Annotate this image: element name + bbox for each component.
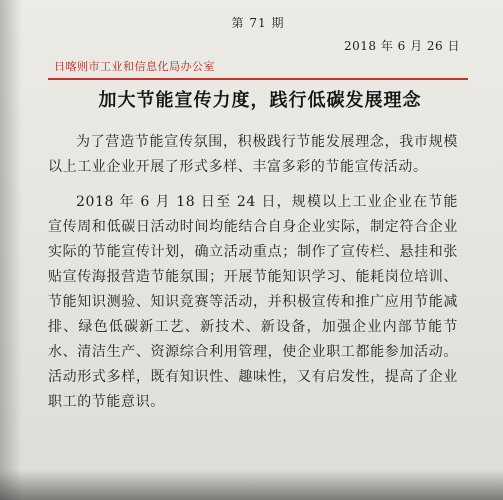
page-bottom-shadow xyxy=(0,470,503,500)
article-title: 加大节能宣传力度，践行低碳发展理念 xyxy=(98,90,422,111)
red-divider-line xyxy=(48,78,468,80)
paragraph-2: 2018 年 6 月 18 日至 24 日，规模以上工业企业在节能宣传周和低碳日活动时间均能结合自身企业实际，制定符合企业实际的节能宣传计划，确立活动重点；制作了宣传栏、悬挂和张贴宣传海报营造节能氛围；开展节能知识学习、能耗岗位培训、节能知识测验、知识竞赛等活动，并积极宣传和推广应用节能减排、绿色低碳新工艺、新技术、新设备，加强企业内部节能节水、清洁生产、资源综合利用管理，使企业职工都能参加活动。活动形式多样，既有知识性、趣味性，又有启发性，提高了企业职工的节能意识。 xyxy=(48,194,458,410)
paragraph-1: 为了营造节能宣传氛围，积极践行节能发展理念，我市规模以上工业企业开展了形式多样、丰富多彩的节能宣传活动。 xyxy=(48,134,458,175)
issuing-office: 日喀则市工业和信息化局办公室 xyxy=(54,60,215,73)
issue-number: 第 71 期 xyxy=(231,16,285,30)
publication-date: 2018 年 6 月 26 日 xyxy=(343,39,460,53)
article-body xyxy=(48,130,458,425)
page-edge-shadow xyxy=(0,0,22,500)
